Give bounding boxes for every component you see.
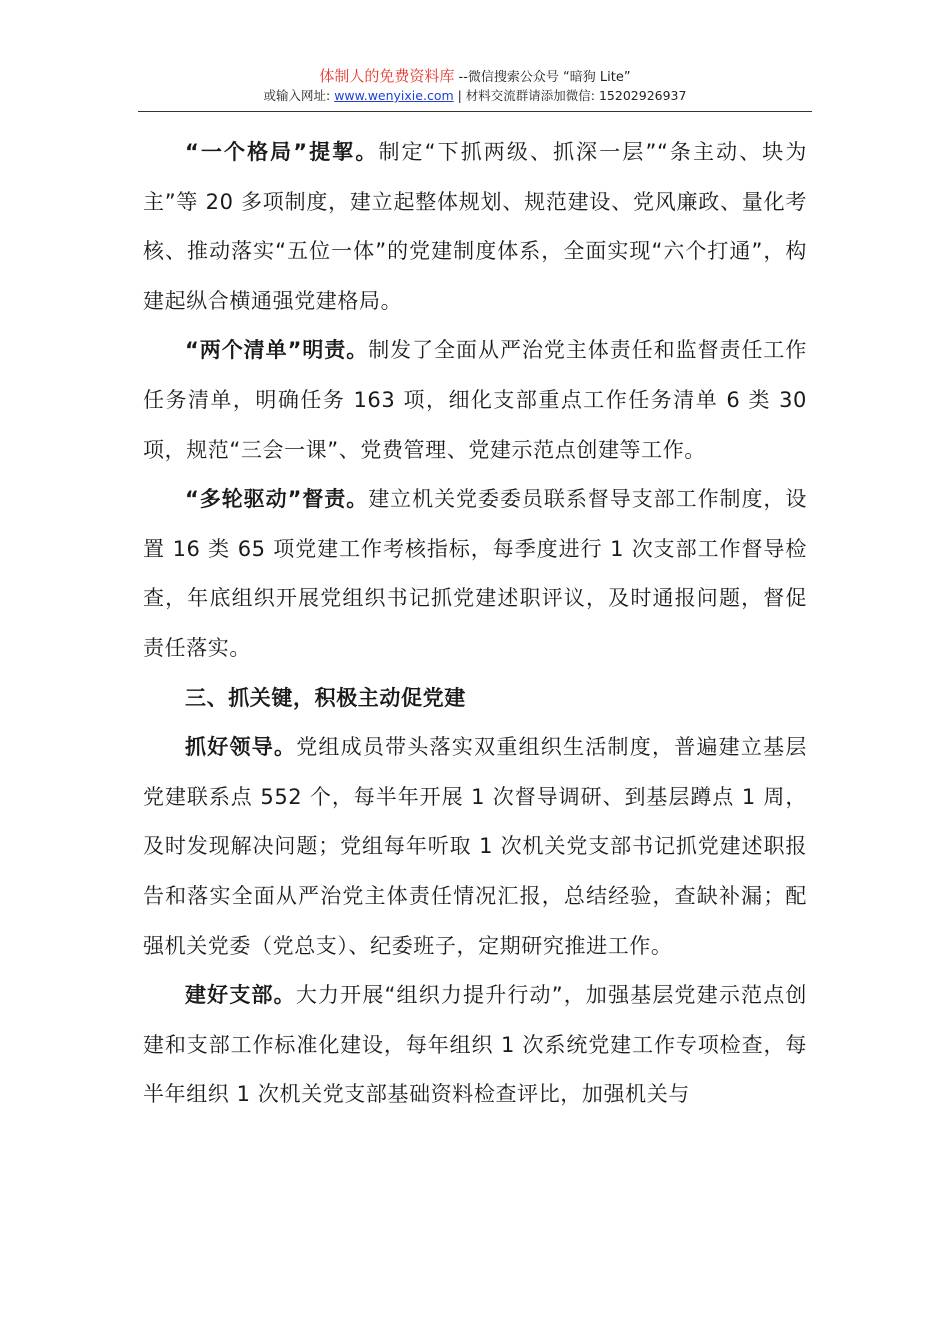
page-header: [138, 66, 812, 105]
section-heading: 三、抓关键，积极主动促党建: [185, 685, 466, 710]
paragraph-two-lists: [143, 326, 807, 475]
paragraph-multi-drive: [143, 475, 807, 673]
paragraph-one-pattern: [143, 128, 807, 326]
header-tagline: --微信搜索公众号 “暗狗 Lite”: [454, 70, 631, 85]
header-line-contact: [138, 87, 812, 105]
header-line-promo: [138, 66, 812, 87]
header-brand: 体制人的免费资料库: [319, 67, 455, 85]
header-contact: | 材料交流群请添加微信: 15202926937: [453, 88, 687, 104]
paragraph-text: 制发了全面从严治党主体责任和监督责任工作任务清单，明确任务 163 项，细化支部重点工作任务清单 6 类 30 项，规范“三会一课”、党费管理、党建示范点创建等工作。: [143, 338, 807, 462]
paragraph-text: 大力开展“组织力提升行动”，加强基层党建示范点创建和支部工作标准化建设，每年组织 1 次系统党建工作专项检查，每半年组织 1 次机关党支部基础资料检查评比，加强机关与: [143, 983, 807, 1107]
paragraph-branches: [143, 971, 807, 1120]
paragraph-lead: “多轮驱动”督责。: [185, 487, 369, 512]
paragraph-leadership: [143, 723, 807, 971]
paragraph-lead: 建好支部。: [185, 983, 296, 1008]
paragraph-lead: 抓好领导。: [185, 735, 297, 760]
header-url-link[interactable]: www.wenyixie.com: [334, 88, 454, 104]
paragraph-text: 制定“下抓两级、抓深一层”“条主动、块为主”等 20 多项制度，建立起整体规划、规范建设、党风廉政、量化考核、推动落实“五位一体”的党建制度体系，全面实现“六个打通”，构建起纵合横通强党建格局。: [143, 140, 807, 313]
paragraph-text: 建立机关党委委员联系督导支部工作制度，设置 16 类 65 项党建工作考核指标，每季度进行 1 次支部工作督导检查，年底组织开展党组织书记抓党建述职评议，及时通报问题，督促责任落实。: [143, 487, 807, 660]
paragraph-text: 党组成员带头落实双重组织生活制度，普遍建立基层党建联系点 552 个，每半年开展 1 次督导调研、到基层蹲点 1 周，及时发现解决问题；党组每年听取 1 次机关党支部书记抓党建述职报告和落实全面从严治党主体责任情况汇报，总结经验，查缺补漏；配强机关党委（党总支）、纪委班子，定期研究推进工作。: [143, 735, 807, 958]
paragraph-lead: “两个清单”明责。: [185, 338, 369, 363]
header-url-prefix: 或输入网址:: [263, 88, 335, 104]
document-body: [143, 128, 807, 1120]
paragraph-lead: “一个格局”提挈。: [185, 140, 379, 164]
header-divider: [138, 111, 812, 112]
